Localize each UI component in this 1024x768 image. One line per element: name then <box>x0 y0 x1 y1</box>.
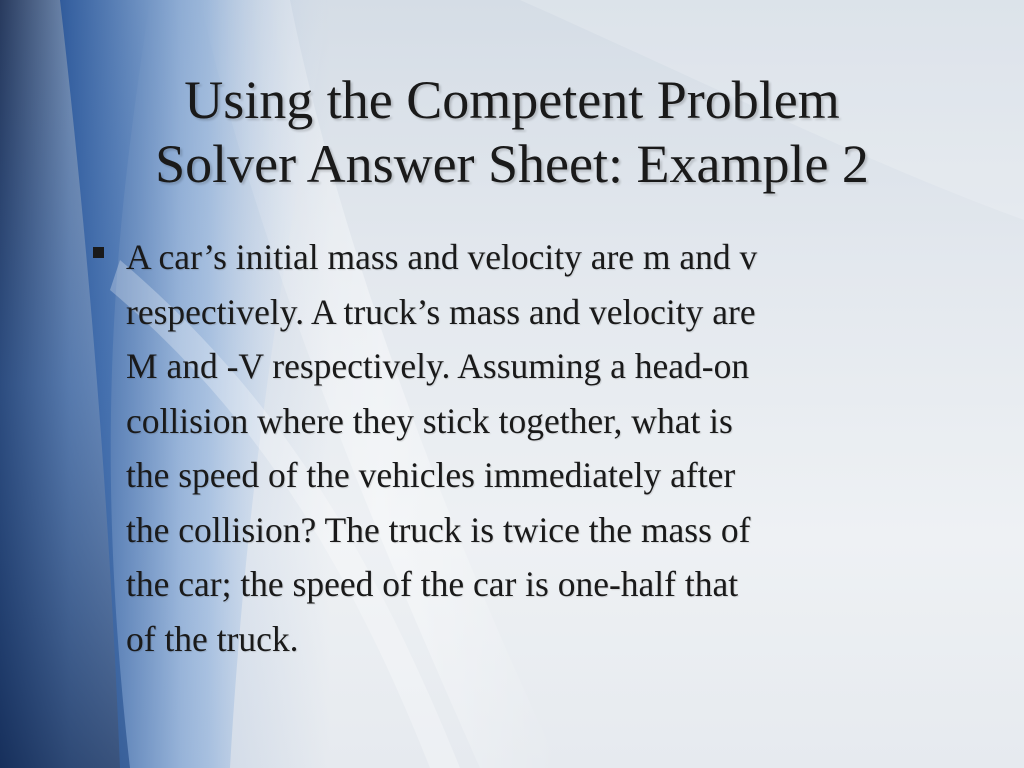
bullet-line: of the truck. <box>126 618 299 659</box>
bullet-line: A car’s initial mass and velocity are m and v <box>126 237 758 277</box>
bullet-line: the car; the speed of the car is one-half that <box>126 564 739 604</box>
square-bullet-icon <box>93 247 104 258</box>
slide-title-line: Using the Competent Problem <box>184 70 840 130</box>
bullet-text <box>126 230 950 666</box>
bullet-line: M and -V respectively. Assuming a head-on <box>126 346 750 386</box>
bullet-line: collision where they stick together, what is <box>126 400 733 441</box>
bullet-line: respectively. A truck’s mass and velocity are <box>126 291 756 332</box>
bullet-item <box>90 230 950 666</box>
bullet-line: the collision? The truck is twice the mass of <box>126 509 751 550</box>
slide-title-line: Solver Answer Sheet: Example 2 <box>155 134 869 194</box>
slide-title <box>40 68 984 196</box>
slide-body <box>90 230 950 666</box>
bullet-line: the speed of the vehicles immediately after <box>126 455 736 495</box>
